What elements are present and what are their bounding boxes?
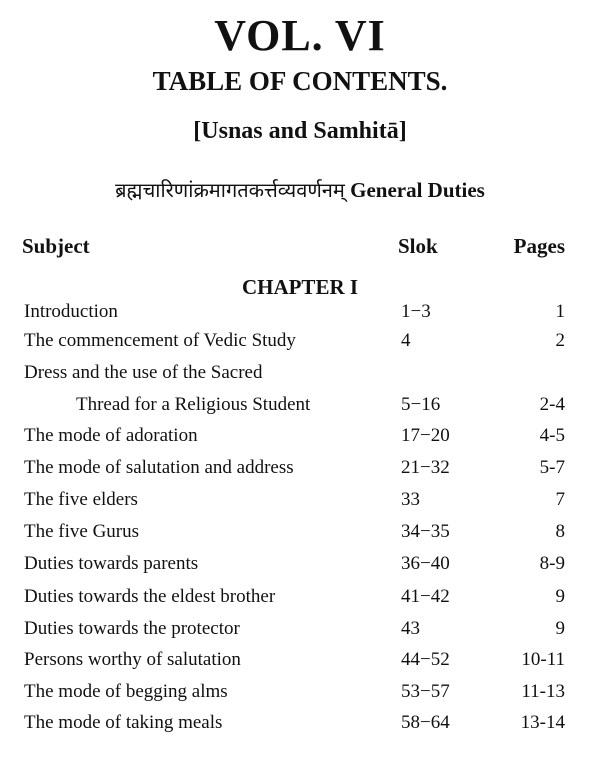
toc-subject: Duties towards the eldest brother bbox=[24, 586, 276, 607]
toc-subject: Duties towards the protector bbox=[24, 618, 240, 639]
toc-heading: TABLE OF CONTENTS. bbox=[152, 66, 448, 96]
section-heading bbox=[0, 176, 600, 203]
subtitle: [Usnas and Samhitā] bbox=[193, 118, 407, 144]
volume-title: VOL. VI bbox=[214, 11, 386, 60]
toc-subject: The mode of adoration bbox=[24, 425, 198, 446]
toc-row bbox=[0, 549, 600, 579]
toc-pages: 9 bbox=[555, 586, 565, 607]
toc-subject: The mode of salutation and address bbox=[24, 457, 294, 478]
toc-row bbox=[0, 485, 600, 515]
toc-slok: 33 bbox=[401, 489, 420, 510]
toc-subject: The commencement of Vedic Study bbox=[24, 330, 296, 351]
toc-pages: 7 bbox=[555, 489, 565, 510]
toc-pages: 13-14 bbox=[520, 712, 565, 733]
toc-pages: 2-4 bbox=[539, 394, 565, 415]
toc-pages: 11-13 bbox=[521, 681, 565, 702]
toc-row bbox=[0, 582, 600, 612]
toc-row bbox=[0, 421, 600, 451]
toc-row bbox=[0, 645, 600, 675]
toc-pages: 4-5 bbox=[539, 425, 565, 446]
toc-pages: 1 bbox=[555, 301, 565, 322]
toc-row bbox=[0, 297, 600, 327]
toc-pages: 2 bbox=[555, 330, 565, 351]
toc-row bbox=[0, 390, 600, 420]
toc-pages: 5-7 bbox=[539, 457, 565, 478]
toc-row bbox=[0, 453, 600, 483]
toc-slok: 44−52 bbox=[401, 649, 450, 670]
toc-pages: 8-9 bbox=[539, 553, 565, 574]
toc-row bbox=[0, 326, 600, 356]
toc-slok: 36−40 bbox=[401, 553, 450, 574]
chapter-heading: CHAPTER I bbox=[241, 275, 359, 299]
toc-slok: 58−64 bbox=[401, 712, 450, 733]
toc-subject: The five Gurus bbox=[24, 521, 140, 542]
toc-subject: Introduction bbox=[24, 301, 118, 322]
toc-slok: 53−57 bbox=[401, 681, 450, 702]
toc-subject: Persons worthy of salutation bbox=[24, 649, 241, 670]
toc-subject: Thread for a Religious Student bbox=[76, 394, 311, 415]
toc-row bbox=[0, 677, 600, 707]
section-heading-english: General Duties bbox=[350, 178, 485, 202]
toc-slok: 4 bbox=[401, 330, 411, 351]
toc-slok: 5−16 bbox=[401, 394, 441, 415]
toc-subject: The five elders bbox=[24, 489, 138, 510]
column-header-pages: Pages bbox=[513, 234, 565, 258]
toc-pages: 8 bbox=[555, 521, 565, 542]
toc-slok: 43 bbox=[401, 618, 420, 639]
column-header-slok: Slok bbox=[398, 234, 438, 258]
toc-subject: Duties towards parents bbox=[24, 553, 199, 574]
column-header-subject: Subject bbox=[22, 234, 90, 258]
toc-slok: 1−3 bbox=[401, 301, 431, 322]
toc-slok: 21−32 bbox=[401, 457, 450, 478]
toc-subject: Dress and the use of the Sacred bbox=[24, 362, 263, 383]
toc-row bbox=[0, 614, 600, 644]
toc-pages: 9 bbox=[555, 618, 565, 639]
toc-subject: The mode of begging alms bbox=[24, 681, 228, 702]
toc-slok: 41−42 bbox=[401, 586, 450, 607]
toc-pages: 10-11 bbox=[521, 649, 565, 670]
toc-subject: The mode of taking meals bbox=[24, 712, 223, 733]
toc-row bbox=[0, 358, 600, 388]
toc-slok: 17−20 bbox=[401, 425, 450, 446]
toc-slok: 34−35 bbox=[401, 521, 450, 542]
toc-row bbox=[0, 517, 600, 547]
toc-row bbox=[0, 708, 600, 738]
section-heading-devanagari: ब्रह्मचारिणांक्रमागतकर्त्तव्यवर्णनम् bbox=[115, 178, 345, 202]
